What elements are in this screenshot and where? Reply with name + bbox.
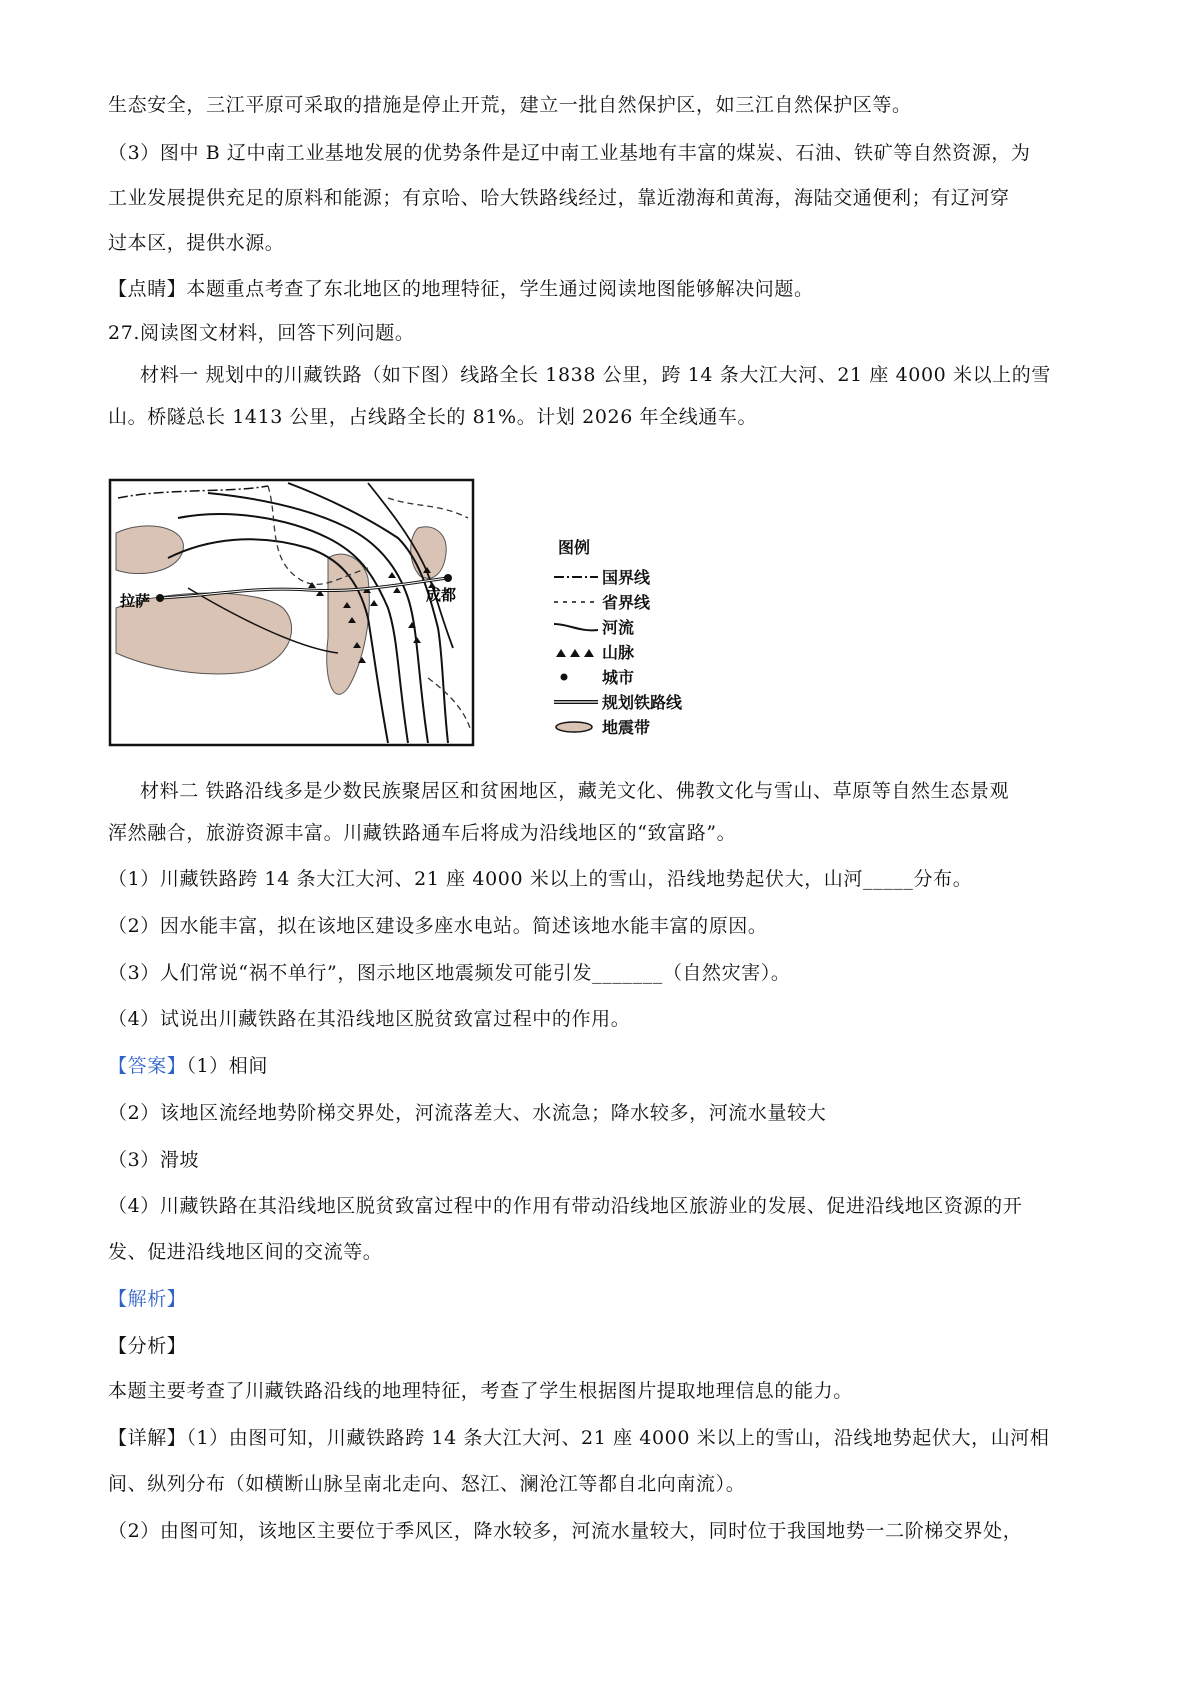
detail-1-text: （1）由图可知，川藏铁路跨 14 条大江大河、21 座 4000 米以上的雪山，沿线地势起伏大，山河相 <box>186 1427 1050 1449</box>
material-2-line-1: 材料二 铁路沿线多是少数民族聚居区和贫困地区，藏羌文化、佛教文化与雪山、草原等自然生态景观 <box>140 780 1010 802</box>
legend-label-mountain: 山脉 <box>602 643 635 662</box>
legend-item-mountain <box>550 640 700 664</box>
legend-label-province: 省界线 <box>602 593 651 612</box>
answer-1-line <box>108 1053 268 1079</box>
city-dot-lhasa <box>156 594 164 602</box>
city-dot-chengdu <box>444 574 452 582</box>
jiexi-heading: 【解析】 <box>108 1288 187 1310</box>
material-1-line-2: 山。桥隧总长 1413 公里，占线路全长的 81%。计划 2026 年全线通车。 <box>108 406 758 428</box>
fenxi-heading: 【分析】 <box>108 1335 187 1357</box>
material-1-line-1: 材料一 规划中的川藏铁路（如下图）线路全长 1838 公里，跨 14 条大江大河、21 座 4000 米以上的雪 <box>140 364 1051 386</box>
detail-2: （2）由图可知，该地区主要位于季风区，降水较多，河流水量较大，同时位于我国地势一二阶梯交界处， <box>108 1520 1023 1542</box>
province-line-icon <box>554 595 598 609</box>
legend-item-border <box>550 565 700 589</box>
dianjing-text: 本题重点考查了东北地区的地理特征，学生通过阅读地图能够解决问题。 <box>186 278 814 300</box>
border-line-icon <box>554 570 598 584</box>
map-legend <box>550 535 700 745</box>
map-canvas <box>108 478 578 750</box>
legend-label-city: 城市 <box>602 668 635 687</box>
legend-label-river: 河流 <box>602 618 635 637</box>
city-dot-icon <box>554 670 598 684</box>
dianjing-tag: 【点睛】 <box>108 278 187 300</box>
text-line-2: （3）图中 B 辽中南工业基地发展的优势条件是辽中南工业基地有丰富的煤炭、石油、铁矿等自然资源，为 <box>108 142 1031 164</box>
railway-icon <box>554 695 598 709</box>
question-1: （1）川藏铁路跨 14 条大江大河、21 座 4000 米以上的雪山，沿线地势起伏大，山河_____分布。 <box>108 868 973 890</box>
legend-label-border: 国界线 <box>602 568 651 587</box>
river-icon <box>554 620 598 634</box>
legend-item-seismic <box>550 715 700 739</box>
legend-item-river <box>550 615 700 639</box>
legend-label-railway: 规划铁路线 <box>602 693 683 712</box>
answer-tag: 【答案】 <box>108 1055 187 1077</box>
detail-1-line-1 <box>108 1425 1050 1451</box>
legend-item-city <box>550 665 700 689</box>
legend-title: 图例 <box>558 538 591 557</box>
legend-label-seismic: 地震带 <box>602 718 651 737</box>
answer-1: （1）相间 <box>186 1055 268 1077</box>
answer-4-line-2: 发、促进沿线地区间的交流等。 <box>108 1241 383 1263</box>
text-line-1: 生态安全，三江平原可采取的措施是停止开荒，建立一批自然保护区，如三江自然保护区等。 <box>108 94 912 116</box>
answer-3: （3）滑坡 <box>108 1149 200 1171</box>
city-label-lhasa: 拉萨 <box>120 592 151 610</box>
detail-1-line-2: 间、纵列分布（如横断山脉呈南北走向、怒江、澜沧江等都自北向南流）。 <box>108 1473 746 1495</box>
answer-2: （2）该地区流经地势阶梯交界处，河流落差大、水流急；降水较多，河流水量较大 <box>108 1102 827 1124</box>
dianjing-paragraph <box>108 276 814 302</box>
city-label-chengdu: 成都 <box>426 586 457 604</box>
question-27-title: 27.阅读图文材料，回答下列问题。 <box>108 322 415 344</box>
text-line-3: 工业发展提供充足的原料和能源；有京哈、哈大铁路线经过，靠近渤海和黄海，海陆交通便利；有辽河穿 <box>108 187 1010 209</box>
material-2-line-2: 浑然融合，旅游资源丰富。川藏铁路通车后将成为沿线地区的“致富路”。 <box>108 822 737 844</box>
question-3: （3）人们常说“祸不单行”，图示地区地震频发可能引发_______（自然灾害）。 <box>108 962 791 984</box>
question-4: （4）试说出川藏铁路在其沿线地区脱贫致富过程中的作用。 <box>108 1008 631 1030</box>
fenxi-text: 本题主要考查了川藏铁路沿线的地理特征，考查了学生根据图片提取地理信息的能力。 <box>108 1380 853 1402</box>
sichuan-tibet-railway-map <box>108 478 578 750</box>
text-line-4: 过本区，提供水源。 <box>108 232 285 254</box>
question-2: （2）因水能丰富，拟在该地区建设多座水电站。简述该地水能丰富的原因。 <box>108 915 768 937</box>
answer-4-line-1: （4）川藏铁路在其沿线地区脱贫致富过程中的作用有带动沿线地区旅游业的发展、促进沿线地区资源的开 <box>108 1195 1023 1217</box>
xiangjie-tag: 【详解】 <box>108 1427 187 1449</box>
legend-item-province <box>550 590 700 614</box>
seismic-zone-icon <box>554 720 598 734</box>
legend-item-railway <box>550 690 700 714</box>
mountain-icon <box>554 645 598 659</box>
